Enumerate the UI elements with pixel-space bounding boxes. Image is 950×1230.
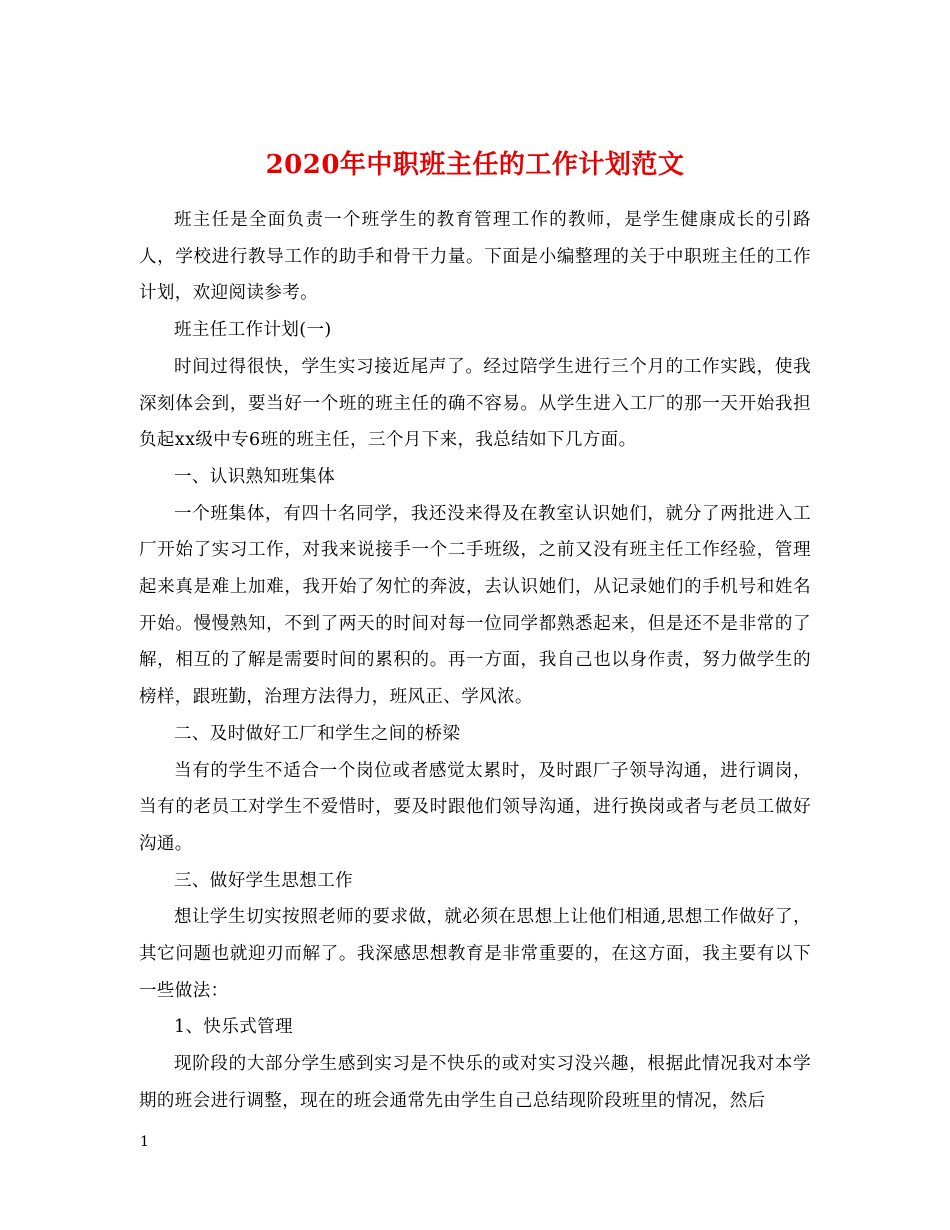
document-title: 2020年中职班主任的工作计划范文: [265, 150, 685, 181]
section-heading-plan-one: 班主任工作计划(一): [174, 320, 332, 341]
paragraph-class-collective: 一个班集体，有四十名同学，我还没来得及在教室认识她们，就分了两批进入工厂开始了实习工作，对我来说接手一个二手班级，之前又没有班主任工作经验，管理起来真是难上加难，我开始了匆忙的奔波，去认识她们，从记录她们的手机号和姓名开始。慢慢熟知，不到了两天的时间对每一位同学都熟悉起来，但是还不是非常的了解，相互的了解是需要时间的累积的。再一方面，我自己也以身作责，努力做学生的榜样，跟班勤，治理方法得力，班风正、学风浓。: [139, 503, 811, 708]
section-heading-three: 三、做好学生思想工作: [174, 870, 353, 891]
paragraph-thought-work: 想让学生切实按照老师的要求做，就必须在思想上让他们相通,思想工作做好了，其它问题也就迎刃而解了。我深感思想教育是非常重要的，在这方面，我主要有以下一些做法：: [139, 907, 811, 1001]
subheading-happy-management: 1、快乐式管理: [174, 1017, 293, 1038]
page-number: 1: [140, 1134, 149, 1150]
document-body: [139, 202, 811, 1120]
paragraph-overview: 时间过得很快，学生实习接近尾声了。经过陪学生进行三个月的工作实践，使我深刻体会到，要当好一个班的班主任的确不容易。从学生进入工厂的那一天开始我担负起xx级中专6班的班主任，三个月下来，我总结如下几方面。: [139, 356, 811, 451]
section-heading-one: 一、认识熟知班集体: [174, 466, 336, 487]
paragraph-intro: 班主任是全面负责一个班学生的教育管理工作的教师，是学生健康成长的引路人，学校进行教导工作的助手和骨干力量。下面是小编整理的关于中职班主任的工作计划，欢迎阅读参考。: [139, 210, 811, 304]
paragraph-bridge: 当有的学生不适合一个岗位或者感觉太累时，及时跟厂子领导沟通，进行调岗，当有的老员工对学生不爱惜时，要及时跟他们领导沟通，进行换岗或者与老员工做好沟通。: [139, 760, 811, 854]
paragraph-happy-management: 现阶段的大部分学生感到实习是不快乐的或对实习没兴趣，根据此情况我对本学期的班会进行调整，现在的班会通常先由学生自己总结现阶段班里的情况，然后: [139, 1054, 811, 1111]
section-heading-two: 二、及时做好工厂和学生之间的桥梁: [174, 723, 461, 744]
